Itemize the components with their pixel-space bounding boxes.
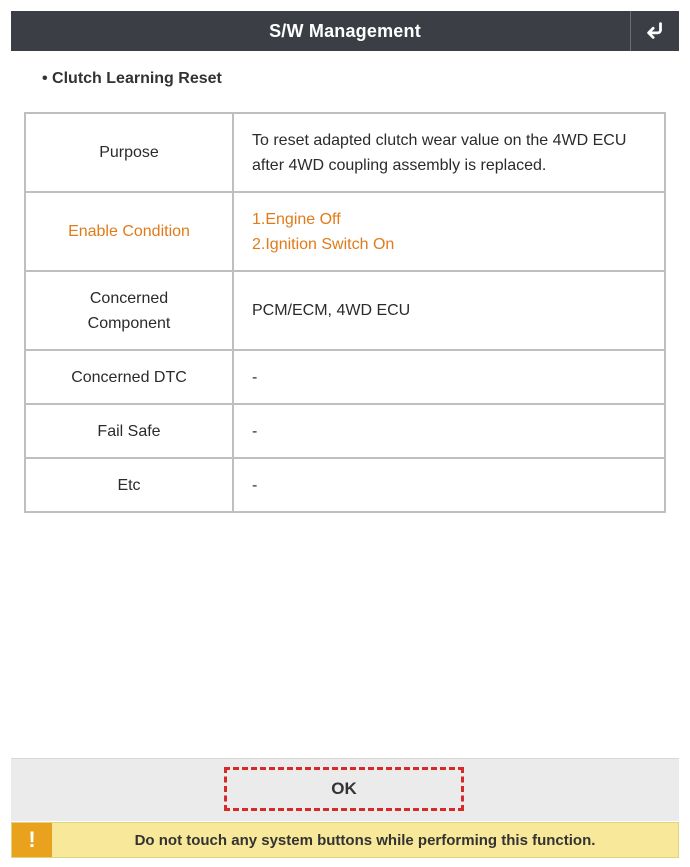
row-label: Etc bbox=[25, 458, 233, 512]
table-row-etc bbox=[25, 458, 665, 512]
warning-banner bbox=[11, 822, 679, 858]
row-label bbox=[25, 271, 233, 350]
page-title: S/W Management bbox=[269, 20, 421, 41]
row-value: - bbox=[233, 350, 665, 404]
row-value: - bbox=[233, 458, 665, 512]
label-line: Component bbox=[87, 314, 171, 332]
value-line: after 4WD coupling assembly is replaced. bbox=[252, 156, 547, 174]
row-label: Purpose bbox=[25, 113, 233, 192]
row-label: Fail Safe bbox=[25, 404, 233, 458]
back-button[interactable] bbox=[630, 11, 679, 51]
warning-icon: ! bbox=[12, 823, 52, 857]
table-row-purpose bbox=[25, 113, 665, 192]
table-row-fail-safe bbox=[25, 404, 665, 458]
row-value: - bbox=[233, 404, 665, 458]
table-row-concerned-component bbox=[25, 271, 665, 350]
value-line: To reset adapted clutch wear value on the 4WD ECU bbox=[252, 131, 627, 149]
ok-button[interactable]: OK bbox=[224, 767, 464, 811]
return-arrow-icon bbox=[644, 20, 666, 42]
table-row-concerned-dtc bbox=[25, 350, 665, 404]
row-value bbox=[233, 192, 665, 271]
header-bar bbox=[11, 11, 679, 51]
warning-text: Do not touch any system buttons while performing this function. bbox=[134, 831, 596, 849]
row-label: Concerned DTC bbox=[25, 350, 233, 404]
info-table bbox=[24, 112, 666, 513]
value-line: 2.Ignition Switch On bbox=[252, 235, 395, 253]
bottom-action-bar bbox=[11, 758, 679, 821]
table-row-enable-condition bbox=[25, 192, 665, 271]
row-value bbox=[233, 113, 665, 192]
value-line: 1.Engine Off bbox=[252, 210, 341, 228]
label-line: Concerned bbox=[89, 289, 169, 307]
section-title: • Clutch Learning Reset bbox=[42, 70, 222, 87]
row-label: Enable Condition bbox=[25, 192, 233, 271]
row-value: PCM/ECM, 4WD ECU bbox=[233, 271, 665, 350]
